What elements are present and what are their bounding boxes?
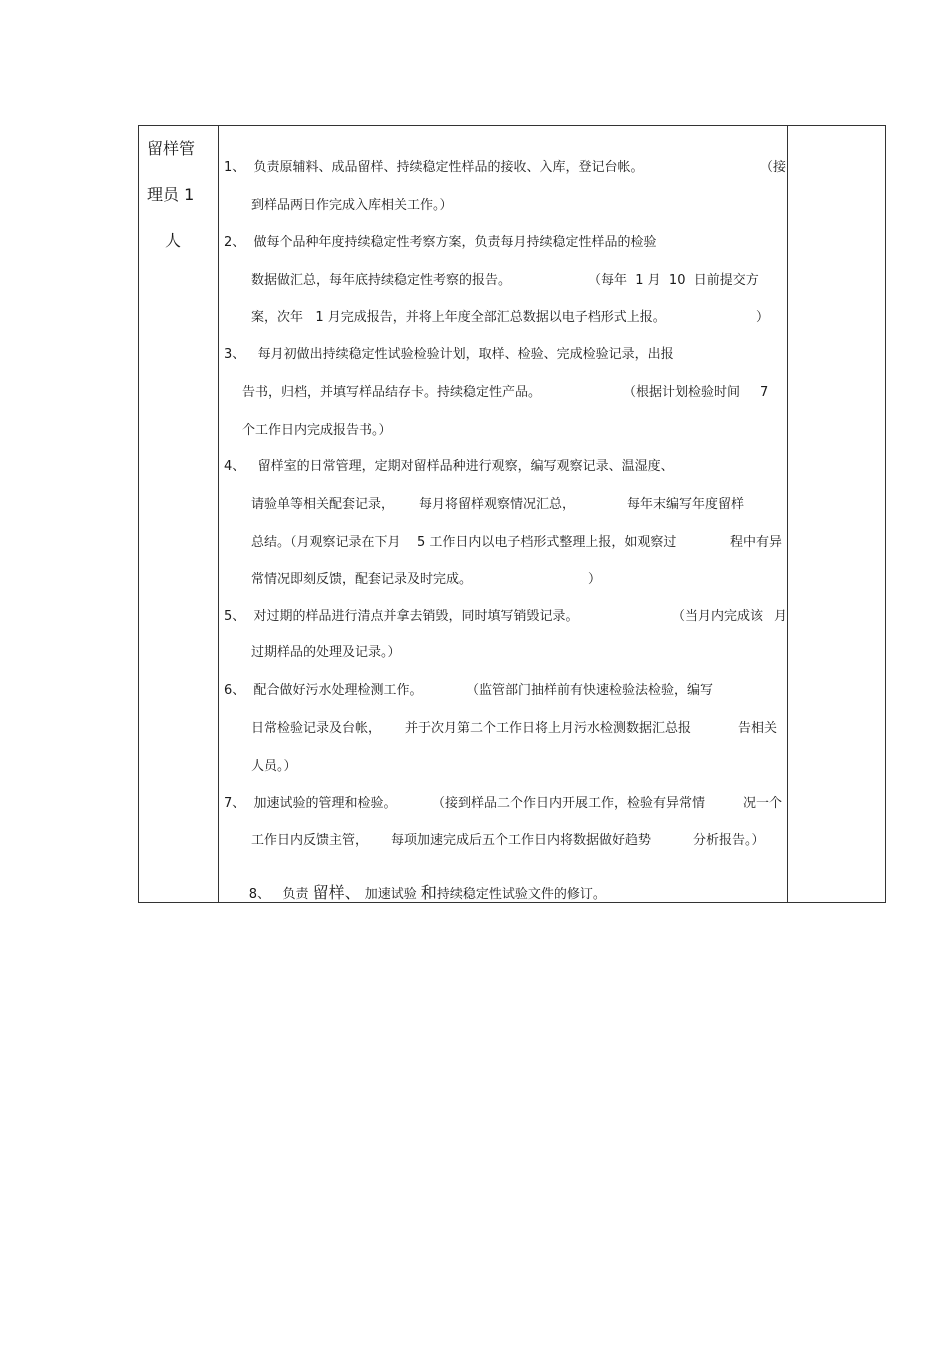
role-title-line: 人 xyxy=(165,231,182,250)
duty-3-line: 7 xyxy=(760,385,769,400)
duty-6-line: 告相关 xyxy=(738,721,778,736)
duty-5-line: （当月内完成该 xyxy=(672,609,764,624)
duty-2-line: 案，次年 1 月完成报告，并将上年度全部汇总数据以电子档形式上报。 xyxy=(251,310,666,325)
duty-7-line: 每项加速完成后五个工作日内将数据做好趋势 xyxy=(391,833,652,848)
role-title-line: 留样管 xyxy=(147,139,196,158)
duty-8-text: 8、 负责 xyxy=(248,887,313,902)
notes-cell xyxy=(788,126,885,902)
duty-5-line: 5、 对过期的样品进行清点并拿去销毁，同时填写销毁记录。 xyxy=(224,609,579,624)
duty-3-line: 告书，归档，并填写样品结存卡。持续稳定性产品。 xyxy=(242,385,542,400)
duty-7-line: （接到样品二个作日内开展工作，检验有异常情 xyxy=(432,796,706,811)
duty-1-line: （接 xyxy=(760,160,787,175)
duties-cell xyxy=(219,126,787,902)
duty-4-line: ） xyxy=(588,572,602,587)
role-title-line: 理员 1 xyxy=(147,185,195,204)
duty-2-line: （每年 1 月 10 日前提交方 xyxy=(588,273,759,288)
duty-7-line: 工作日内反馈主管， xyxy=(251,833,369,848)
duty-6-line: 日常检验记录及台帐， xyxy=(251,721,382,736)
duty-7-line: 分析报告。） xyxy=(693,833,765,848)
duty-3-line: （根据计划检验时间 xyxy=(623,385,741,400)
duty-8-line xyxy=(224,869,606,919)
duty-4-line: 总结。（月观察记录在下月 5 工作日内以电子档形式整理上报，如观察过 xyxy=(251,535,677,550)
duty-2-line: 2、 做每个品种年度持续稳定性考察方案，负责每月持续稳定性样品的检验 xyxy=(224,235,657,250)
duty-4-line: 程中有异 xyxy=(730,535,783,550)
duty-3-line: 个工作日内完成报告书。） xyxy=(242,423,392,438)
duty-table xyxy=(138,125,886,903)
duty-7-line: 7、 加速试验的管理和检验。 xyxy=(224,796,397,811)
duty-5-line: 过期样品的处理及记录。） xyxy=(251,645,401,660)
duty-1-line: 1、 负责原辅料、成品留样、持续稳定性样品的接收、入库，登记台帐。 xyxy=(224,160,644,175)
duty-8-text: 持续稳定性试验文件的修订。 xyxy=(436,887,606,902)
duty-1-line: 到样品两日作完成入库相关工作。） xyxy=(251,198,453,213)
duty-2-line: ） xyxy=(756,310,770,325)
duty-5-line: 月 xyxy=(774,609,788,624)
duty-4-line: 每月将留样观察情况汇总， xyxy=(419,497,576,512)
duty-8-text-large: 和 xyxy=(420,883,437,902)
duty-4-line: 请验单等相关配套记录， xyxy=(251,497,395,512)
duty-4-line: 4、 留样室的日常管理，定期对留样品种进行观察，编写观察记录、温湿度、 xyxy=(224,459,674,474)
duty-6-line: 人员。） xyxy=(251,759,297,774)
duty-4-line: 每年末编写年度留样 xyxy=(627,497,745,512)
duty-3-line: 3、 每月初做出持续稳定性试验检验计划，取样、检验、完成检验记录，出报 xyxy=(224,347,674,362)
duty-8-text-large: 留样、 xyxy=(312,883,361,902)
duty-2-line: 数据做汇总，每年底持续稳定性考察的报告。 xyxy=(251,273,512,288)
duty-6-line: 并于次月第二个工作日将上月污水检测数据汇总报 xyxy=(405,721,692,736)
duty-8-text: 加速试验 xyxy=(360,887,421,902)
duty-6-line: 6、 配合做好污水处理检测工作。 xyxy=(224,683,423,698)
duty-6-line: （监管部门抽样前有快速检验法检验，编写 xyxy=(466,683,714,698)
duty-7-line: 况一个 xyxy=(743,796,783,811)
duty-4-line: 常情况即刻反馈，配套记录及时完成。 xyxy=(251,572,473,587)
role-cell xyxy=(139,126,218,902)
